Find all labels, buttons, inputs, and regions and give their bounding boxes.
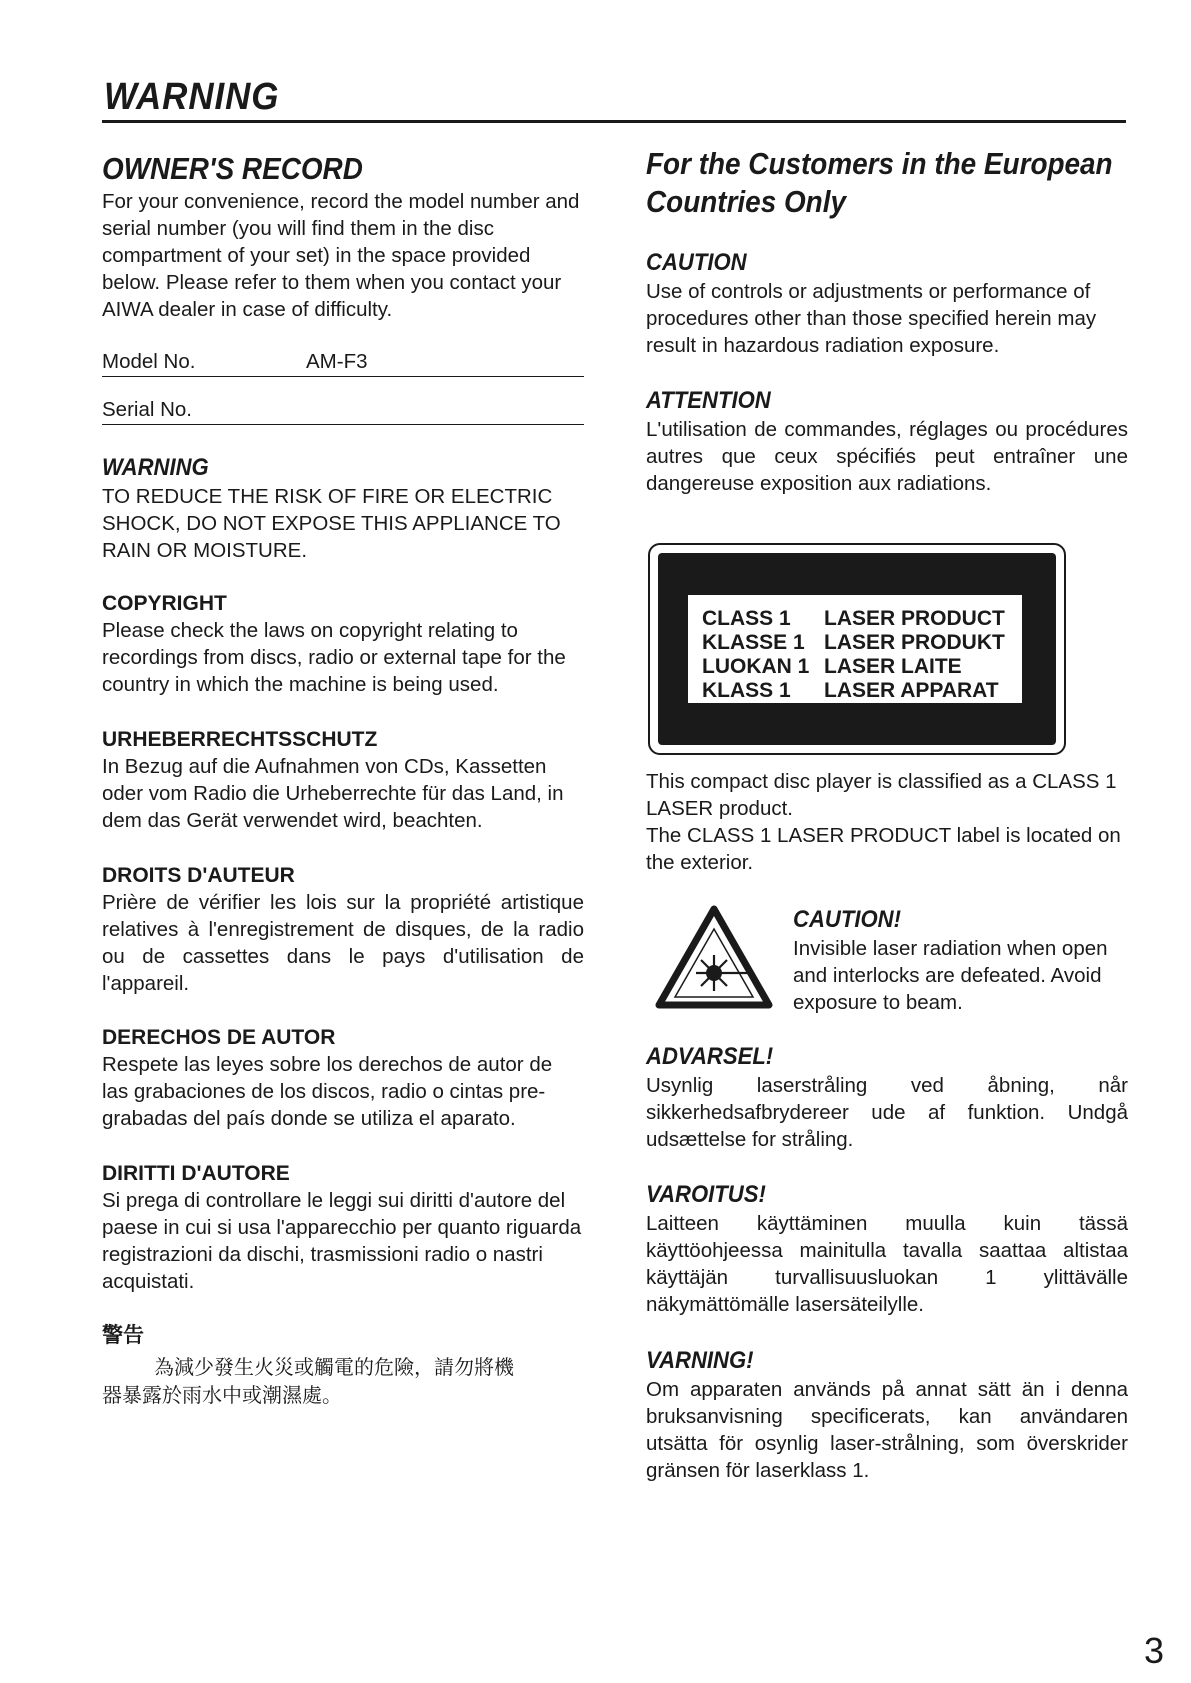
advarsel-text: Usynlig laserstråling ved åbning, når sikkerhedsafbrydereer ude af funktion. Undgå udsættelse for stråling.	[646, 1074, 1128, 1151]
chinese-warning-heading: 警告	[102, 1323, 144, 1347]
warning-section	[102, 453, 584, 564]
urheberrechtsschutz-section	[102, 726, 584, 834]
owners-record-section	[102, 150, 584, 323]
classification-text-2: The CLASS 1 LASER PRODUCT label is located on the exterior.	[646, 824, 1121, 874]
derechos-de-autor-heading: DERECHOS DE AUTOR	[102, 1026, 336, 1049]
laser-row-class: CLASS 1	[702, 607, 791, 630]
attention-heading: ATTENTION	[646, 387, 771, 414]
varoitus-text: Laitteen käyttäminen muulla kuin tässä käyttöohjeessa mainitulla tavalla saattaa altistaa käyttäjän turvallisuusluokan 1 ylittävälle näkymättömälle lasersäteilylle.	[646, 1212, 1128, 1316]
varoitus-section	[646, 1180, 1128, 1318]
laser-row-product: LASER PRODUKT	[824, 631, 1005, 654]
laser-row-product: LASER LAITE	[824, 655, 962, 678]
droits-dauteur-heading: DROITS D'AUTEUR	[102, 864, 295, 887]
droits-dauteur-section	[102, 862, 584, 997]
model-number-value: AM-F3	[306, 350, 368, 373]
attention-text: L'utilisation de commandes, réglages ou procédures autres que ceux spécifiés peut entraîner une dangereuse exposition aux radiations.	[646, 418, 1128, 495]
varning-section	[646, 1346, 1128, 1484]
copyright-section	[102, 590, 584, 698]
caution-heading: CAUTION	[646, 249, 747, 276]
caution-exclaim-heading: CAUTION!	[793, 906, 901, 933]
laser-label-row	[702, 607, 1008, 631]
chinese-warning-line1: 為減少發生火災或觸電的危險，請勿將機	[154, 1355, 514, 1379]
european-section	[646, 145, 1136, 221]
laser-label-row	[702, 655, 1008, 679]
chinese-warning-line2: 器暴露於雨水中或潮濕處。	[102, 1383, 342, 1407]
varoitus-heading: VAROITUS!	[646, 1181, 766, 1208]
caution-text: Use of controls or adjustments or performance of procedures other than those specified herein may result in hazardous radiation exposure.	[646, 280, 1097, 357]
varning-text: Om apparaten används på annat sätt än i denna bruksanvisning specificerats, kan användaren utsätta för osynlig laser-strålning, som överskrider gränsen för laserklass 1.	[646, 1378, 1128, 1482]
warning-text: TO REDUCE THE RISK OF FIRE OR ELECTRIC SHOCK, DO NOT EXPOSE THIS APPLIANCE TO RAIN OR MOISTURE.	[102, 485, 561, 562]
warning-heading: WARNING	[102, 454, 209, 481]
serial-number-label: Serial No.	[102, 398, 193, 421]
urheberrechtsschutz-text: In Bezug auf die Aufnahmen von CDs, Kassetten oder vom Radio die Urheberrechte für das Land, in dem das Gerät verwendet wird, beachten.	[102, 755, 564, 832]
owners-record-text: For your convenience, record the model number and serial number (you will find them in the disc compartment of your set) in the space provided below. Please refer to them when you contact your AIWA dealer in case of difficulty.	[102, 190, 580, 321]
advarsel-heading: ADVARSEL!	[646, 1043, 774, 1070]
european-heading-line1: For the Customers in the European	[646, 146, 1113, 181]
laser-label-row	[702, 631, 1008, 655]
classification-text-1: This compact disc player is classified as a CLASS 1 LASER product.	[646, 770, 1117, 820]
derechos-de-autor-section	[102, 1024, 584, 1132]
urheberrechtsschutz-heading: URHEBERRECHTSSCHUTZ	[102, 728, 378, 751]
laser-label-row	[702, 679, 1008, 703]
laser-row-class: LUOKAN 1	[702, 655, 810, 678]
laser-row-class: KLASS 1	[702, 679, 791, 702]
advarsel-section	[646, 1042, 1128, 1153]
caution-section	[646, 248, 1128, 359]
laser-class-label	[648, 543, 1066, 755]
classification-section	[646, 768, 1128, 876]
caution-exclaim-text: Invisible laser radiation when open and interlocks are defeated. Avoid exposure to beam.	[793, 937, 1108, 1014]
european-heading-line2: Countries Only	[646, 184, 846, 219]
copyright-text: Please check the laws on copyright relating to recordings from discs, radio or external tape for the country in which the machine is being used.	[102, 619, 566, 696]
caution-exclaim-section	[793, 905, 1128, 1016]
diritti-dautore-heading: DIRITTI D'AUTORE	[102, 1162, 290, 1185]
attention-section	[646, 386, 1128, 497]
laser-row-product: LASER PRODUCT	[824, 607, 1005, 630]
page-title: WARNING	[104, 76, 280, 118]
diritti-dautore-text: Si prega di controllare le leggi sui diritti d'autore del paese in cui si usa l'apparecchio per quanto riguarda registrazioni da dischi, trasmissioni radio o nastri acquistati.	[102, 1189, 582, 1293]
title-rule	[102, 120, 1126, 123]
droits-dauteur-text: Prière de vérifier les lois sur la propriété artistique relatives à l'enregistrement de disques, de la radio ou de cassettes dans le pays d'utilisation de l'appareil.	[102, 891, 584, 995]
chinese-warning-section	[102, 1322, 584, 1409]
laser-label-panel	[688, 595, 1022, 703]
varning-heading: VARNING!	[646, 1347, 754, 1374]
laser-row-product: LASER APPARAT	[824, 679, 999, 702]
copyright-heading: COPYRIGHT	[102, 592, 227, 615]
owners-record-heading: OWNER'S RECORD	[102, 151, 363, 186]
serial-number-field[interactable]	[102, 394, 584, 425]
derechos-de-autor-text: Respete las leyes sobre los derechos de autor de las grabaciones de los discos, radio o cintas pre-grabadas del país donde se utiliza el aparato.	[102, 1053, 553, 1130]
laser-warning-icon	[655, 905, 773, 1009]
page-number: 3	[1144, 1630, 1165, 1671]
laser-row-class: KLASSE 1	[702, 631, 805, 654]
diritti-dautore-section	[102, 1160, 584, 1295]
model-number-field[interactable]	[102, 346, 584, 377]
model-number-label: Model No.	[102, 350, 196, 373]
